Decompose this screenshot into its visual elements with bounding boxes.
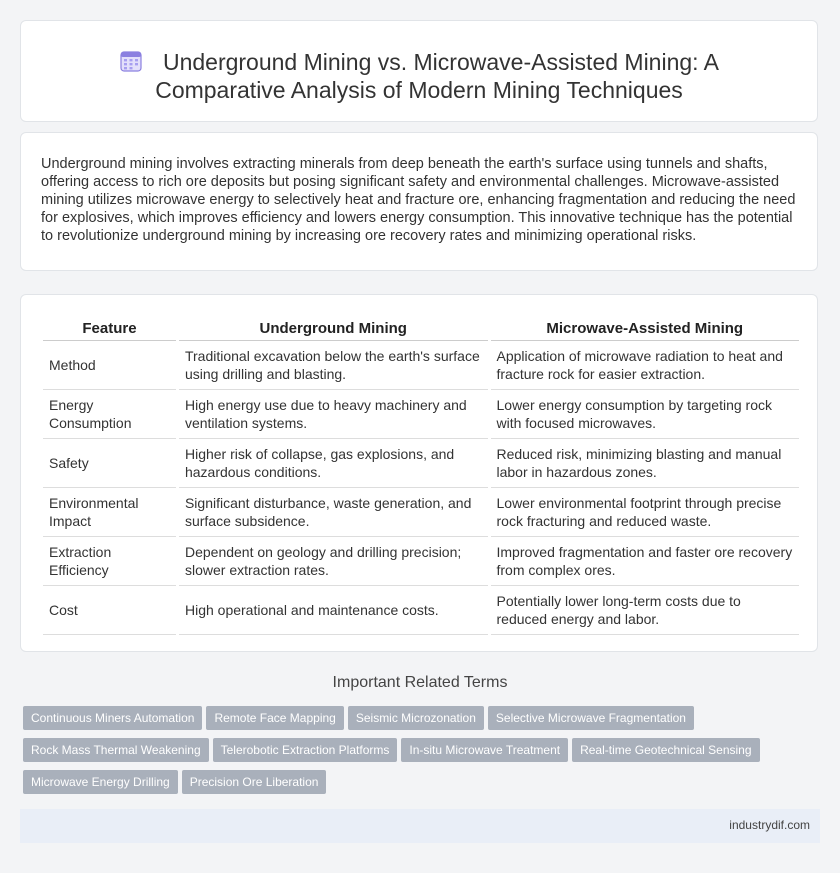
row-underground: Significant disturbance, waste generation, and surface subsidence. — [177, 488, 489, 537]
related-term-tag[interactable]: Rock Mass Thermal Weakening — [23, 738, 209, 762]
comparison-table-card — [20, 294, 818, 652]
row-underground: Traditional excavation below the earth's surface using drilling and blasting. — [177, 341, 489, 390]
related-term-tag[interactable]: In-situ Microwave Treatment — [401, 738, 568, 762]
intro-card — [20, 132, 818, 271]
page-title — [61, 48, 777, 104]
header-underground: Underground Mining — [177, 314, 489, 341]
related-term-tag[interactable]: Telerobotic Extraction Platforms — [213, 738, 398, 762]
row-microwave: Improved fragmentation and faster ore recovery from complex ores. — [489, 537, 799, 586]
row-feature: Cost — [43, 586, 177, 635]
row-microwave: Lower energy consumption by targeting rock with focused microwaves. — [489, 390, 799, 439]
row-microwave: Application of microwave radiation to heat and fracture rock for easier extraction. — [489, 341, 799, 390]
related-term-tag[interactable]: Real-time Geotechnical Sensing — [572, 738, 759, 762]
table-header-row — [43, 314, 799, 341]
table-row — [43, 586, 799, 635]
table-row — [43, 488, 799, 537]
page-title-text: Underground Mining vs. Microwave-Assisted Mining: A Comparative Analysis of Modern Mining Techniques — [155, 49, 720, 103]
related-term-tag[interactable]: Seismic Microzonation — [348, 706, 484, 730]
footer — [20, 809, 820, 843]
row-underground: Dependent on geology and drilling precision; slower extraction rates. — [177, 537, 489, 586]
row-feature: Extraction Efficiency — [43, 537, 177, 586]
row-feature: Energy Consumption — [43, 390, 177, 439]
row-feature: Safety — [43, 439, 177, 488]
intro-paragraph: Underground mining involves extracting minerals from deep beneath the earth's surface using tunnels and shafts, offering access to rich ore deposits but posing significant safety and environmental challenges. Microwave-assisted mining utilizes microwave energy to selectively heat and fracture ore, enhancing fragmentation and reducing the need for explosives, which improves efficiency and lowers energy consumption. This innovative technique has the potential to revolutionize underground mining by increasing ore recovery rates and minimizing operational risks. — [41, 156, 796, 244]
row-underground: Higher risk of collapse, gas explosions, and hazardous conditions. — [177, 439, 489, 488]
row-microwave: Reduced risk, minimizing blasting and manual labor in hazardous zones. — [489, 439, 799, 488]
related-term-tag[interactable]: Selective Microwave Fragmentation — [488, 706, 694, 730]
calendar-icon — [119, 49, 143, 73]
table-row — [43, 439, 799, 488]
row-feature: Environmental Impact — [43, 488, 177, 537]
table-row — [43, 341, 799, 390]
related-term-tag[interactable]: Remote Face Mapping — [206, 706, 343, 730]
related-term-tag[interactable]: Precision Ore Liberation — [182, 770, 327, 794]
row-underground: High energy use due to heavy machinery and ventilation systems. — [177, 390, 489, 439]
footer-site-link[interactable]: industrydif.com — [729, 818, 810, 832]
title-card — [20, 20, 818, 122]
row-microwave: Potentially lower long-term costs due to reduced energy and labor. — [489, 586, 799, 635]
header-microwave: Microwave-Assisted Mining — [489, 314, 799, 341]
related-term-tag[interactable]: Continuous Miners Automation — [23, 706, 202, 730]
related-term-tag[interactable]: Microwave Energy Drilling — [23, 770, 178, 794]
row-microwave: Lower environmental footprint through precise rock fracturing and reduced waste. — [489, 488, 799, 537]
row-underground: High operational and maintenance costs. — [177, 586, 489, 635]
related-terms-title: Important Related Terms — [332, 674, 508, 691]
related-terms-list — [23, 706, 803, 802]
table-row — [43, 537, 799, 586]
header-feature: Feature — [43, 314, 177, 341]
table-row — [43, 390, 799, 439]
comparison-table — [43, 314, 799, 635]
row-feature: Method — [43, 341, 177, 390]
